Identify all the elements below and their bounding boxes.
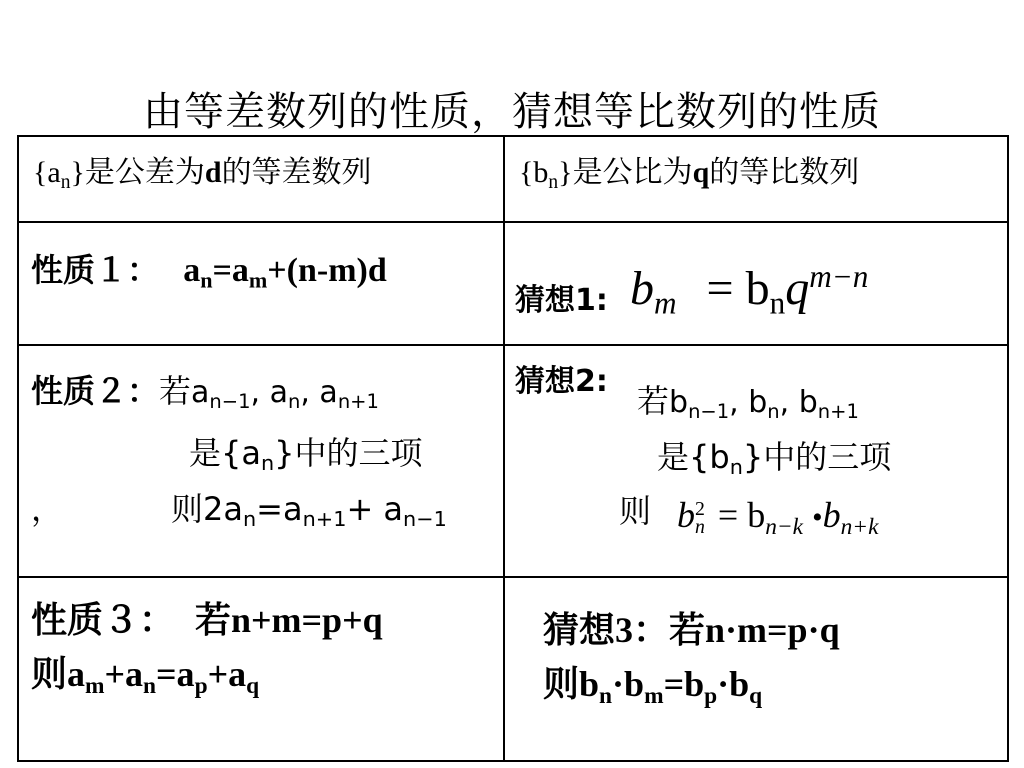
property-3-line1: 性质３： 若n+m=p+q bbox=[31, 600, 383, 641]
header-geometric bbox=[504, 136, 1008, 222]
page-title: 由等差数列的性质，猜想等比数列的性质 bbox=[143, 89, 881, 135]
conjecture-3-cell bbox=[504, 577, 1008, 761]
conjecture-1-cell bbox=[504, 222, 1008, 345]
property-3-line2: 则$a_m+a_n=a_p+a_q$ bbox=[31, 654, 260, 700]
table-row bbox=[18, 577, 1008, 761]
header-arithmetic bbox=[18, 136, 504, 222]
table-row bbox=[18, 136, 1008, 222]
conjecture-2-then: 则 bbox=[619, 492, 652, 530]
property-2-line3: 则$2a_n=a_{n+1}+ a_{n-1}$ bbox=[171, 490, 447, 532]
property-2-line2: 是$\{a_n\}$中的三项 bbox=[189, 434, 423, 476]
conjecture-2-cell bbox=[504, 345, 1008, 577]
conjecture-2-label: 猜想2: bbox=[515, 364, 608, 399]
property-1-cell bbox=[18, 222, 504, 345]
property-2-line1: 性质２：若$a_{n-1}$, $a_n$, $a_{n+1}$ bbox=[31, 372, 379, 413]
property-2-cell bbox=[18, 345, 504, 577]
conjecture-1-label: 猜想1: bbox=[515, 283, 608, 318]
property-1: 性质１： $a_n=a_m+(n-m)d$ bbox=[31, 251, 387, 293]
conjecture-1-formula: $b_m = b_nq^{m-n}$ bbox=[630, 259, 869, 321]
property-2-comma: ， bbox=[31, 490, 64, 528]
conjecture-3-line2: 则$b_n\cdot b_m=b_p\cdot b_q$ bbox=[543, 664, 763, 710]
conjecture-3-line1: 猜想3：若n·m=p·q bbox=[543, 610, 840, 650]
header-left-text: $\{a_n\}$是公差为d的等差数列 bbox=[33, 155, 372, 193]
header-right-text: $\{b_n\}$是公比为q的等比数列 bbox=[519, 155, 860, 193]
property-3-cell bbox=[18, 577, 504, 761]
table-row bbox=[18, 222, 1008, 345]
comparison-table bbox=[17, 135, 1009, 762]
conjecture-2-line1: 若$b_{n-1}$, $b_n$, $b_{n+1}$ bbox=[637, 382, 859, 423]
conjecture-2-line2: 是$\{b_n\}$中的三项 bbox=[657, 438, 892, 480]
conjecture-2-formula: b 2 n = $b_{n-k}$ $•b_{n+k}$ bbox=[677, 495, 879, 541]
table-row bbox=[18, 345, 1008, 577]
